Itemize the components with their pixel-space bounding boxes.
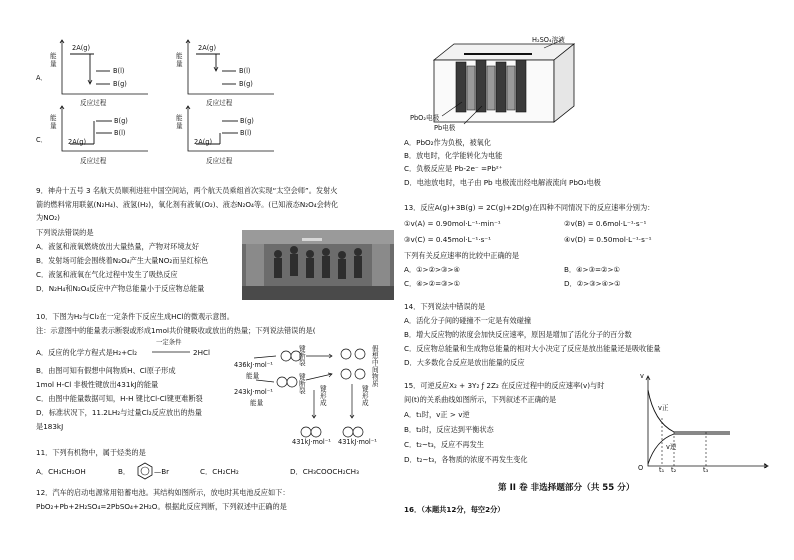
q9-line-2: 箭的燃料常用联氨(N₂H₄)、液氢(H₂)，氧化剂有液氧(O₂)、液态N₂O₄等。(已知液态N₂O₄会转化 bbox=[36, 200, 339, 209]
q13-option-d[interactable]: D．②>③>④>① bbox=[564, 279, 621, 288]
x-axis-label: 反应过程 bbox=[206, 99, 233, 107]
pb-electrode-label: Pb电极 bbox=[434, 124, 456, 132]
graph-origin: O bbox=[638, 464, 644, 472]
y-axis-label: 能量 bbox=[176, 52, 183, 68]
q11-stem: 11．下列有机物中，属于烃类的是 bbox=[36, 448, 146, 457]
energy-431-b: 431kJ·mol⁻¹ bbox=[338, 438, 377, 446]
q10-option-d-1[interactable]: D．标准状况下，11.2LH₂与过量Cl₂反应放出的热量 bbox=[36, 408, 202, 417]
q10-line-1: 10．下图为H₂与Cl₂在一定条件下反应生成HCl的微观示意图。 bbox=[36, 312, 234, 321]
x-axis-label: 反应过程 bbox=[80, 99, 107, 107]
bond-break-label-1: 键断裂 bbox=[299, 345, 306, 367]
q13-rate-4: ④v(D) = 0.50mol·L⁻¹·s⁻¹ bbox=[564, 235, 652, 244]
electrolyte-label: H₂SO₄溶液 bbox=[532, 36, 565, 44]
q15-option-d[interactable]: D．t₂~t₃，各物质的浓度不再发生变化 bbox=[404, 455, 528, 464]
level-top: B(g) bbox=[240, 117, 254, 125]
level-bot: B(g) bbox=[113, 80, 127, 88]
q13-stem: 下列有关反应速率的比较中正确的是 bbox=[404, 251, 520, 260]
q10-product: 2HCl bbox=[193, 348, 210, 357]
q12-option-c[interactable]: C．负极反应是 Pb-2e⁻ =Pb²⁺ bbox=[404, 164, 503, 173]
space-station-photo bbox=[242, 230, 394, 300]
q9-option-a[interactable]: A．液氢和液氧燃烧放出大量热量，产物对环境友好 bbox=[36, 242, 200, 251]
hypothetical-intermediate-label: 假想中间物质 bbox=[372, 345, 379, 388]
bond-form-label-2: 键形成 bbox=[362, 385, 369, 407]
q12-line-2: PbO₂+Pb+2H₂SO₄=2PbSO₄+2H₂O。根据此反应判断，下列叙述中正确的是 bbox=[36, 502, 287, 511]
rate-time-curves bbox=[640, 376, 770, 471]
q10-option-b-2: 1mol H-Cl 非极性键放出431kJ的能量 bbox=[36, 380, 159, 389]
tick-t2: t₂ bbox=[671, 466, 677, 474]
level-bot: 2A(g) bbox=[194, 138, 213, 146]
q12-option-d[interactable]: D．电池放电时，电子由 Pb 电极流出经电解液流向 PbO₂电极 bbox=[404, 178, 601, 187]
x-axis-label: 反应过程 bbox=[206, 157, 233, 165]
q12-line-1: 12．汽车的启动电源常用铅蓄电池。其结构如图所示，放电时其电池反应如下： bbox=[36, 488, 290, 497]
q13-rate-2: ②v(B) = 0.6mol·L⁻¹·s⁻¹ bbox=[564, 219, 647, 228]
level-bot: 2A(g) bbox=[68, 138, 87, 146]
graph-x-label: t bbox=[764, 462, 767, 470]
benzene-ring-icon bbox=[136, 462, 154, 480]
q15-line-2: 间(t)的关系曲线如图所示，下列叙述不正确的是 bbox=[404, 395, 557, 404]
q11-option-c[interactable]: C．CH₂CH₂ bbox=[200, 467, 239, 476]
q11-option-b[interactable]: B． bbox=[118, 467, 131, 476]
q11-option-d[interactable]: D．CH₃COOCH₂CH₃ bbox=[290, 467, 359, 476]
x-axis-label: 反应过程 bbox=[80, 157, 107, 165]
forward-rate-label: v正 bbox=[658, 404, 669, 412]
bond-form-label-1: 键形成 bbox=[320, 385, 327, 407]
q9-option-d[interactable]: D．N₂H₄和N₂O₄反应中产物总能量小于反应物总能量 bbox=[36, 284, 205, 293]
q10-option-a[interactable]: A．反应的化学方程式是H₂+Cl₂ bbox=[36, 348, 137, 357]
q9-line-3: 为NO₂) bbox=[36, 213, 60, 222]
level-top: 2A(g) bbox=[72, 44, 91, 52]
q13-option-a[interactable]: A．①>②>③>④ bbox=[404, 265, 460, 274]
level-top: 2A(g) bbox=[198, 44, 217, 52]
level-bot: B(g) bbox=[239, 80, 253, 88]
level-mid: B(l) bbox=[114, 129, 126, 137]
q15-option-c[interactable]: C．t₂~t₃，反应不再发生 bbox=[404, 440, 484, 449]
y-axis-label: 能量 bbox=[50, 114, 57, 130]
level-mid: B(l) bbox=[113, 67, 125, 75]
q16-heading: 16．（本题共12分，每空2分） bbox=[404, 505, 505, 514]
level-mid: B(l) bbox=[240, 129, 252, 137]
level-top: B(g) bbox=[114, 117, 128, 125]
q14-option-b[interactable]: B．增大反应物的浓度会加快反应速率，原因是增加了活化分子的百分数 bbox=[404, 330, 632, 339]
q14-stem: 14．下列说法中错误的是 bbox=[404, 302, 486, 311]
y-axis-label: 能量 bbox=[50, 52, 57, 68]
q13-rate-1: ①v(A) = 0.90mol·L⁻¹·min⁻¹ bbox=[404, 219, 501, 228]
tick-t3: t₃ bbox=[703, 466, 709, 474]
energy-436: 436kJ·mol⁻¹ bbox=[234, 361, 273, 369]
q10-option-b-1[interactable]: B．由图可知有假想中间物质H、Cl原子形成 bbox=[36, 366, 176, 375]
q15-option-a[interactable]: A．t₁时，v正 > v逆 bbox=[404, 410, 470, 419]
q12-option-a[interactable]: A．PbO₂作为负极，被氧化 bbox=[404, 138, 492, 147]
option-label: A． bbox=[36, 74, 48, 82]
energy-axes bbox=[186, 106, 276, 156]
energy-label-1: 能量 bbox=[246, 372, 260, 380]
level-mid: B(l) bbox=[239, 67, 251, 75]
energy-label-2: 能量 bbox=[250, 399, 264, 407]
energy-243: 243kJ·mol⁻¹ bbox=[234, 388, 273, 396]
reverse-rate-label: v逆 bbox=[666, 443, 677, 451]
energy-431-a: 431kJ·mol⁻¹ bbox=[292, 438, 331, 446]
battery-drawing bbox=[424, 36, 574, 128]
q13-rate-3: ③v(C) = 0.45mol·L⁻¹·s⁻¹ bbox=[404, 235, 491, 244]
q14-option-d[interactable]: D．大多数化合反应是放出能量的反应 bbox=[404, 358, 525, 367]
q15-option-b[interactable]: B．t₂时，反应达到平衡状态 bbox=[404, 425, 494, 434]
q12-option-b[interactable]: B．放电时，化学能转化为电能 bbox=[404, 151, 503, 160]
q9-option-c[interactable]: C．液氢和液氧在气化过程中发生了吸热反应 bbox=[36, 270, 178, 279]
graph-y-label: v bbox=[640, 372, 644, 380]
q11-option-a[interactable]: A．CH₃CH₂OH bbox=[36, 467, 86, 476]
q9-line-1: 9．神舟十五号 3 名航天员顺利进驻中国空间站，两个航天员乘组首次实现“太空会师”。发射火 bbox=[36, 186, 338, 195]
energy-axes bbox=[60, 106, 150, 156]
q9-stem: 下列说法错误的是 bbox=[36, 228, 94, 237]
q15-line-1: 15．可逆反应X₂ + 3Y₂ ƒ 2Z₂ 在反应过程中的反应速率(v)与时 bbox=[404, 381, 605, 390]
q13-option-c[interactable]: C．④>②=③>① bbox=[404, 279, 461, 288]
bond-break-label-2: 键断裂 bbox=[299, 373, 306, 395]
q13-option-b[interactable]: B．④>③=②>① bbox=[564, 265, 620, 274]
q14-option-a[interactable]: A．活化分子间的碰撞不一定是有效碰撞 bbox=[404, 316, 532, 325]
q10-option-c[interactable]: C．由图中能量数据可知，H-H 键比Cl-Cl键更难断裂 bbox=[36, 394, 203, 403]
q11-option-b-substituent: —Br bbox=[154, 467, 170, 476]
part-two-heading: 第 II 卷 非选择题部分（共 55 分） bbox=[498, 483, 635, 493]
q10-line-2: 注：示意图中的能量表示断裂或形成1mol共价键吸收或放出的热量；下列说法错误的是( bbox=[36, 326, 316, 335]
q13-line-1: 13．反应A(g)+3B(g) = 2C(g)+2D(g)在四种不同情况下的反应速率分别为： bbox=[404, 203, 655, 212]
q10-option-d-2: 是183kJ bbox=[36, 422, 64, 431]
y-axis-label: 能量 bbox=[176, 114, 183, 130]
q14-option-c[interactable]: C．反应物总能量和生成物总能量的相对大小决定了反应是放出能量还是吸收能量 bbox=[404, 344, 661, 353]
tick-t1: t₁ bbox=[659, 466, 665, 474]
q9-option-b[interactable]: B．发射场可能会围绕着N₂O₄产生大量NO₂而呈红棕色 bbox=[36, 256, 209, 265]
option-label: C． bbox=[36, 136, 48, 144]
q10-condition: 一定条件 bbox=[156, 338, 182, 346]
reaction-arrow bbox=[152, 350, 192, 354]
pbo2-electrode-label: PbO₂电极 bbox=[410, 114, 440, 122]
